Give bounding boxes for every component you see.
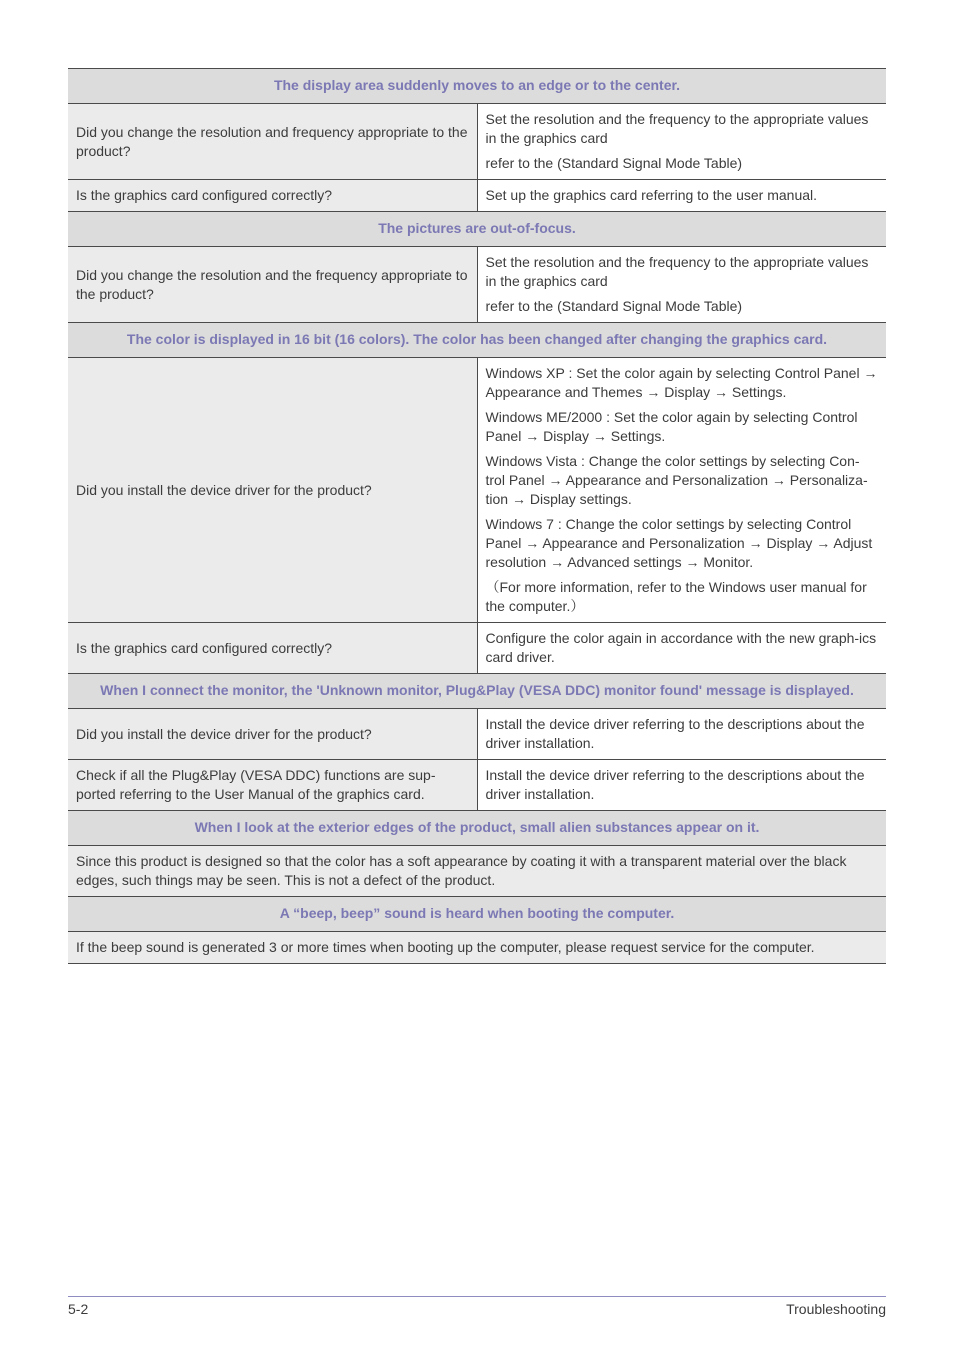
answer-text: Set the resolution and the frequency to the appropriate values in the graphics card [485,111,869,146]
table-row [68,760,886,811]
answer-text: refer to the (Standard Signal Mode Table) [485,298,743,314]
section-header-text: When I connect the monitor, the 'Unknown monitor, Plug&Play (VESA DDC) monitor found' message is displayed. [68,674,886,709]
question-cell: Check if all the Plug&Play (VESA DDC) functions are sup-ported referring to the User Manual of the graphics card. [68,760,477,811]
table-row [68,180,886,212]
table-row [68,932,886,964]
question-cell: Is the graphics card configured correctly? [68,623,477,674]
answer-text: Windows 7 : Change the color settings by selecting Control Panel → Appearance and Personalization → Display → Adjust resolution → Advanced settings → Monitor. [485,516,873,570]
table-row [68,709,886,760]
note-cell: Since this product is designed so that the color has a soft appearance by coating it with a transparent material over the black edges, such things may be seen. This is not a defect of the product. [68,846,886,897]
table-row [68,846,886,897]
answer-text: Install the device driver referring to the descriptions about the driver installation. [485,767,865,802]
note-cell: If the beep sound is generated 3 or more times when booting up the computer, please request service for the computer. [68,932,886,964]
question-cell: Did you change the resolution and the frequency appropriate to the product? [68,247,477,323]
answer-text: Set the resolution and the frequency to the appropriate values in the graphics card [485,254,869,289]
section-header [68,811,886,846]
section-header [68,674,886,709]
question-cell: Is the graphics card configured correctly? [68,180,477,212]
answer-cell [477,104,886,180]
answer-text: Windows ME/2000 : Set the color again by selecting Control Panel → Display → Settings. [485,409,858,444]
page-number: 5-2 [68,1301,89,1317]
answer-cell [477,180,886,212]
section-header [68,897,886,932]
answer-text: （For more information, refer to the Windows user manual for the computer.） [485,579,867,614]
answer-text: Install the device driver referring to the descriptions about the driver installation. [485,716,865,751]
answer-text: Configure the color again in accordance with the new graph-ics card driver. [485,630,877,665]
answer-text: Set up the graphics card referring to the user manual. [485,187,818,203]
footer-divider [68,1296,886,1297]
question-cell: Did you install the device driver for the product? [68,358,477,623]
answer-text: Windows XP : Set the color again by selecting Control Panel → Appearance and Themes → Display → Settings. [485,365,878,400]
table-row [68,247,886,323]
section-header [68,212,886,247]
section-header-text: The display area suddenly moves to an edge or to the center. [68,69,886,104]
table-row [68,358,886,623]
answer-cell [477,358,886,623]
troubleshooting-table [68,68,886,964]
table-row [68,623,886,674]
question-cell: Did you change the resolution and frequency appropriate to the product? [68,104,477,180]
section-header-text: A “beep, beep” sound is heard when booting the computer. [68,897,886,932]
answer-text: refer to the (Standard Signal Mode Table) [485,155,743,171]
answer-cell [477,247,886,323]
section-header-text: The color is displayed in 16 bit (16 colors). The color has been changed after changing the graphics card. [68,323,886,358]
table-row [68,104,886,180]
answer-cell [477,760,886,811]
section-header-text: When I look at the exterior edges of the product, small alien substances appear on it. [68,811,886,846]
answer-cell [477,623,886,674]
question-cell: Did you install the device driver for the product? [68,709,477,760]
chapter-title: Troubleshooting [786,1301,886,1317]
section-header [68,323,886,358]
answer-text: Windows Vista : Change the color settings by selecting Con-trol Panel → Appearance and Personalization → Personaliza-tion → Display settings. [485,453,868,507]
section-header [68,69,886,104]
answer-cell [477,709,886,760]
section-header-text: The pictures are out-of-focus. [68,212,886,247]
